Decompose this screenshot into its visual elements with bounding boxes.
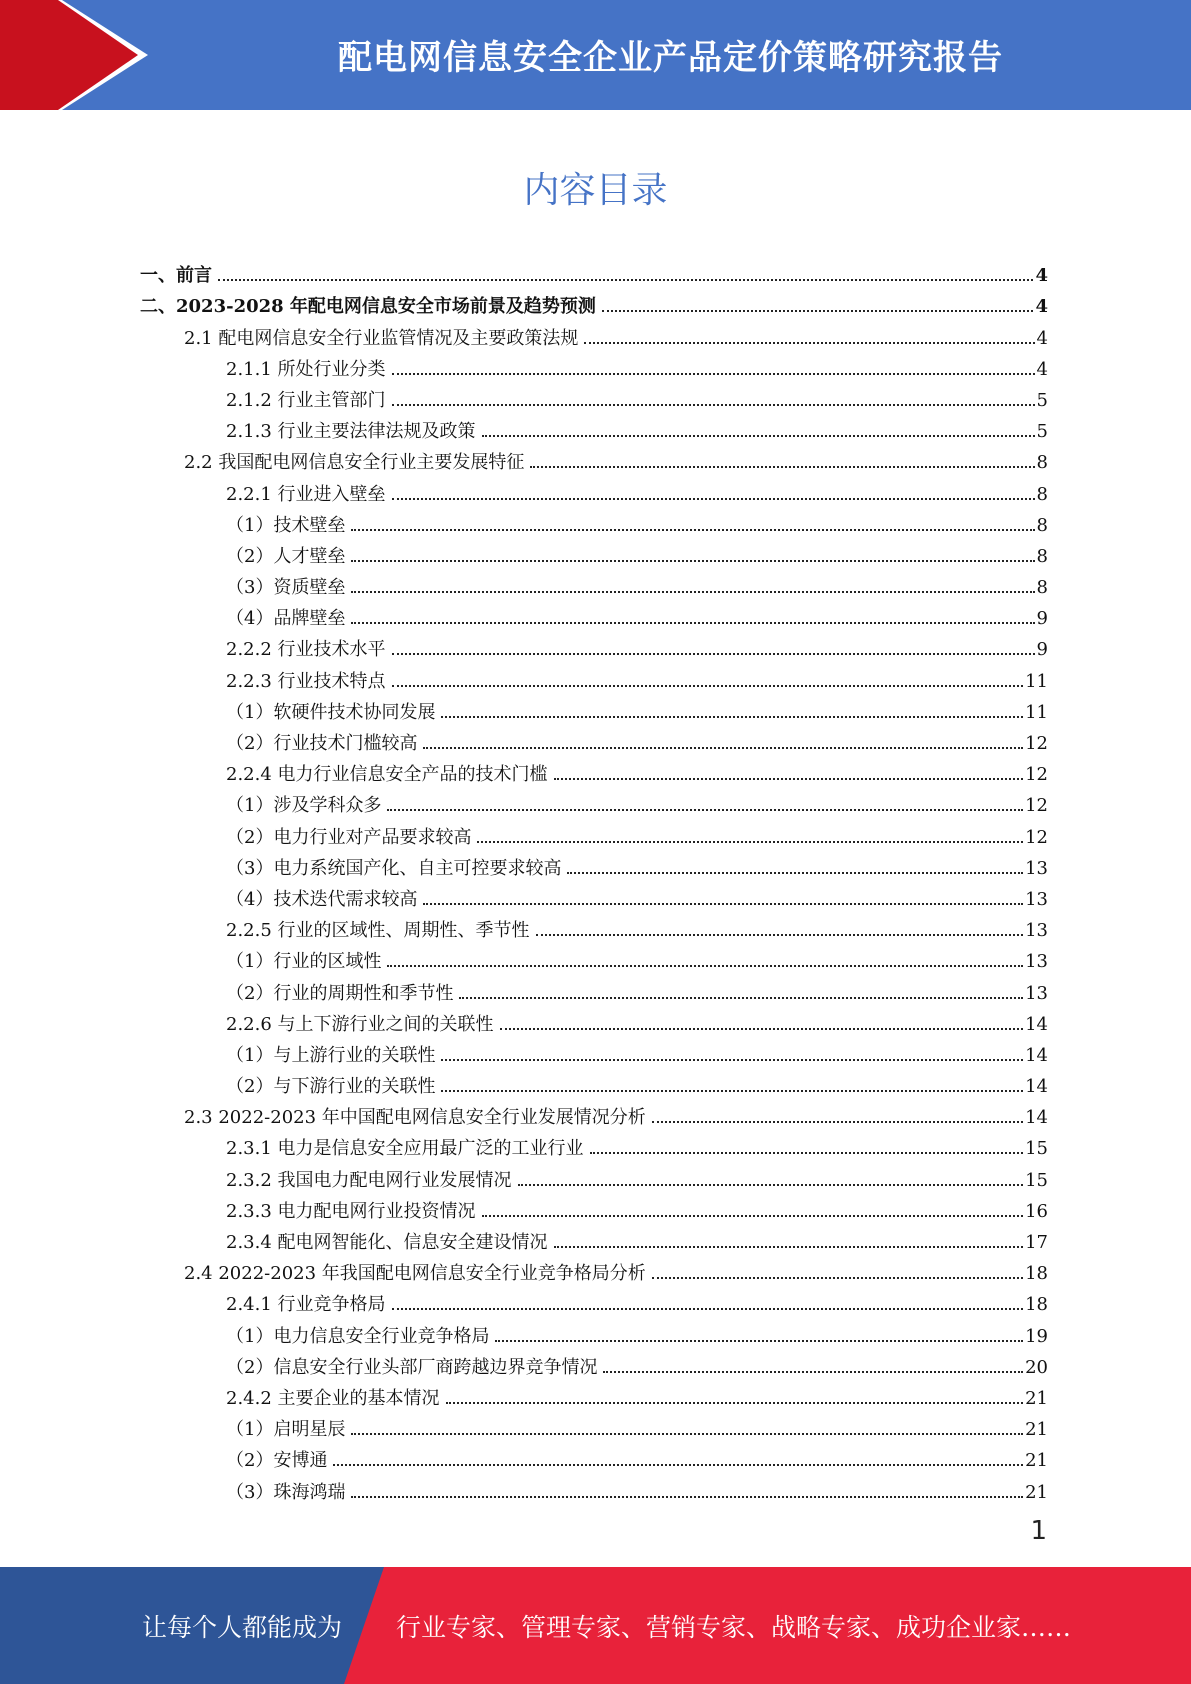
toc-entry[interactable] bbox=[140, 847, 1048, 878]
table-of-contents bbox=[140, 254, 1048, 1502]
toc-entry[interactable] bbox=[140, 940, 1048, 971]
toc-entry[interactable] bbox=[140, 1439, 1048, 1470]
toc-dot-leader bbox=[441, 1059, 1023, 1061]
toc-entry[interactable] bbox=[140, 566, 1048, 597]
toc-entry-label: 2.2.1 行业进入壁垒 bbox=[226, 483, 386, 505]
toc-entry-label: 2.1.3 行业主要法律法规及政策 bbox=[226, 421, 476, 443]
page-number: 1 bbox=[1030, 1516, 1047, 1546]
toc-dot-leader bbox=[567, 872, 1023, 874]
toc-dot-leader bbox=[482, 1215, 1024, 1217]
toc-entry-label: （1）软硬件技术协同发展 bbox=[226, 701, 436, 723]
toc-entry[interactable] bbox=[140, 1065, 1048, 1096]
toc-entry-label: 2.3 2022-2023 年中国配电网信息安全行业发展情况分析 bbox=[184, 1107, 646, 1129]
toc-entry-label: （2）与下游行业的关联性 bbox=[226, 1076, 436, 1098]
toc-entry-page: 8 bbox=[1036, 545, 1048, 567]
toc-dot-leader bbox=[477, 841, 1023, 843]
toc-entry-page: 13 bbox=[1025, 920, 1048, 942]
toc-entry[interactable] bbox=[140, 254, 1048, 285]
toc-entry-label: （2）人才壁垒 bbox=[226, 545, 346, 567]
toc-entry-page: 21 bbox=[1025, 1419, 1048, 1441]
footer-banner bbox=[0, 1567, 1191, 1684]
toc-entry[interactable] bbox=[140, 1096, 1048, 1127]
toc-entry-label: （1）技术壁垒 bbox=[226, 514, 346, 536]
toc-entry[interactable] bbox=[140, 1470, 1048, 1501]
toc-entry-label: 一、前言 bbox=[140, 265, 212, 287]
toc-entry-label: （2）电力行业对产品要求较高 bbox=[226, 826, 472, 848]
toc-dot-leader bbox=[351, 591, 1034, 593]
toc-dot-leader bbox=[387, 809, 1023, 811]
toc-entry-label: 2.2.3 行业技术特点 bbox=[226, 670, 386, 692]
toc-entry[interactable] bbox=[140, 472, 1048, 503]
toc-entry-page: 17 bbox=[1025, 1232, 1048, 1253]
toc-entry[interactable] bbox=[140, 1034, 1048, 1065]
toc-entry-page: 14 bbox=[1025, 1107, 1048, 1129]
toc-entry-page: 13 bbox=[1025, 857, 1048, 879]
toc-entry-page: 4 bbox=[1036, 327, 1048, 349]
toc-dot-leader bbox=[351, 622, 1034, 624]
toc-entry-label: （3）电力系统国产化、自主可控要求较高 bbox=[226, 857, 562, 879]
toc-entry-label: 2.1.1 所处行业分类 bbox=[226, 358, 386, 380]
toc-entry-label: （1）与上游行业的关联性 bbox=[226, 1044, 436, 1066]
toc-entry-page: 12 bbox=[1025, 795, 1048, 817]
toc-dot-leader bbox=[590, 1152, 1024, 1154]
toc-entry-page: 21 bbox=[1025, 1450, 1048, 1472]
toc-entry-page: 8 bbox=[1036, 577, 1048, 599]
toc-entry[interactable] bbox=[140, 535, 1048, 566]
toc-entry-label: （2）行业技术门槛较高 bbox=[226, 733, 418, 754]
toc-dot-leader bbox=[441, 716, 1023, 718]
toc-entry-page: 16 bbox=[1025, 1200, 1048, 1222]
toc-entry-label: 2.3.2 我国电力配电网行业发展情况 bbox=[226, 1169, 512, 1191]
toc-dot-leader bbox=[218, 279, 1033, 281]
toc-dot-leader bbox=[423, 747, 1023, 749]
toc-dot-leader bbox=[392, 498, 1035, 500]
toc-dot-leader bbox=[500, 1028, 1024, 1030]
toc-entry[interactable] bbox=[140, 1252, 1048, 1283]
toc-entry[interactable] bbox=[140, 753, 1048, 784]
toc-dot-leader bbox=[584, 342, 1034, 344]
toc-dot-leader bbox=[351, 529, 1034, 531]
toc-entry-page: 4 bbox=[1035, 296, 1048, 318]
toc-entry-page: 13 bbox=[1025, 951, 1048, 973]
toc-entry[interactable] bbox=[140, 285, 1048, 316]
toc-dot-leader bbox=[392, 653, 1035, 655]
toc-entry[interactable] bbox=[140, 379, 1048, 410]
toc-entry-page: 18 bbox=[1025, 1294, 1048, 1316]
toc-entry-label: 2.2 我国配电网信息安全行业主要发展特征 bbox=[184, 452, 525, 474]
toc-entry[interactable] bbox=[140, 815, 1048, 846]
toc-dot-leader bbox=[392, 404, 1035, 406]
toc-entry-label: （1）电力信息安全行业竞争格局 bbox=[226, 1325, 490, 1347]
toc-entry-page: 21 bbox=[1025, 1387, 1048, 1409]
toc-entry-page: 9 bbox=[1036, 608, 1048, 630]
toc-entry[interactable] bbox=[140, 784, 1048, 815]
toc-entry[interactable] bbox=[140, 504, 1048, 535]
toc-entry[interactable] bbox=[140, 316, 1048, 347]
toc-entry[interactable] bbox=[140, 1127, 1048, 1158]
toc-dot-leader bbox=[652, 1277, 1023, 1279]
toc-entry[interactable] bbox=[140, 597, 1048, 628]
toc-dot-leader bbox=[351, 1496, 1023, 1498]
toc-dot-leader bbox=[387, 965, 1023, 967]
toc-entry-label: （4）品牌壁垒 bbox=[226, 608, 346, 630]
toc-entry[interactable] bbox=[140, 878, 1048, 909]
toc-entry-page: 4 bbox=[1035, 265, 1048, 287]
toc-dot-leader bbox=[333, 1464, 1023, 1466]
toc-dot-leader bbox=[441, 1090, 1023, 1092]
toc-dot-leader bbox=[554, 778, 1024, 780]
header-band bbox=[0, 0, 1191, 110]
document-title: 配电网信息安全企业产品定价策略研究报告 bbox=[338, 37, 1003, 78]
toc-entry-label: （3）珠海鸿瑞 bbox=[226, 1481, 346, 1503]
toc-entry-page: 14 bbox=[1025, 1044, 1048, 1066]
toc-entry-label: 2.2.4 电力行业信息安全产品的技术门槛 bbox=[226, 764, 548, 786]
toc-entry-label: 2.1.2 行业主管部门 bbox=[226, 389, 386, 411]
toc-dot-leader bbox=[602, 310, 1034, 312]
toc-entry-page: 18 bbox=[1025, 1263, 1048, 1285]
toc-entry-label: 2.2.6 与上下游行业之间的关联性 bbox=[226, 1013, 494, 1035]
toc-entry-page: 12 bbox=[1025, 764, 1048, 786]
toc-entry-page: 11 bbox=[1025, 670, 1048, 692]
toc-entry[interactable] bbox=[140, 1158, 1048, 1189]
toc-dot-leader bbox=[392, 685, 1024, 687]
toc-entry-page: 14 bbox=[1025, 1013, 1048, 1035]
toc-entry-page: 5 bbox=[1036, 389, 1048, 411]
toc-entry-label: （1）行业的区域性 bbox=[226, 951, 382, 973]
toc-entry-page: 8 bbox=[1036, 452, 1048, 474]
toc-entry-label: 2.3.1 电力是信息安全应用最广泛的工业行业 bbox=[226, 1138, 584, 1160]
toc-entry-page: 8 bbox=[1036, 514, 1048, 536]
toc-entry[interactable] bbox=[140, 628, 1048, 659]
toc-dot-leader bbox=[459, 997, 1023, 999]
toc-entry-page: 20 bbox=[1025, 1356, 1048, 1378]
toc-entry-page: 14 bbox=[1025, 1076, 1048, 1098]
toc-entry[interactable] bbox=[140, 1377, 1048, 1408]
toc-entry[interactable] bbox=[140, 348, 1048, 379]
toc-entry[interactable] bbox=[140, 1221, 1048, 1252]
toc-entry-page: 4 bbox=[1036, 358, 1048, 380]
toc-entry[interactable] bbox=[140, 971, 1048, 1002]
toc-dot-leader bbox=[392, 373, 1035, 375]
toc-entry-page: 9 bbox=[1036, 639, 1048, 661]
toc-entry[interactable] bbox=[140, 441, 1048, 472]
toc-dot-leader bbox=[530, 466, 1034, 468]
toc-entry[interactable] bbox=[140, 1003, 1048, 1034]
toc-entry[interactable] bbox=[140, 1283, 1048, 1314]
toc-entry-page: 13 bbox=[1025, 982, 1048, 1004]
toc-entry-page: 12 bbox=[1025, 826, 1048, 848]
toc-entry-label: （2）安博通 bbox=[226, 1450, 328, 1472]
toc-entry[interactable] bbox=[140, 410, 1048, 441]
toc-entry-label: （2）行业的周期性和季节性 bbox=[226, 982, 454, 1004]
toc-dot-leader bbox=[536, 934, 1024, 936]
toc-entry-label: 2.3.3 电力配电网行业投资情况 bbox=[226, 1200, 476, 1222]
toc-dot-leader bbox=[518, 1184, 1024, 1186]
toc-entry-page: 15 bbox=[1025, 1138, 1048, 1160]
toc-entry-label: 二、2023-2028 年配电网信息安全市场前景及趋势预测 bbox=[140, 296, 596, 318]
toc-entry-page: 13 bbox=[1025, 888, 1048, 910]
toc-dot-leader bbox=[423, 903, 1023, 905]
toc-entry[interactable] bbox=[140, 1314, 1048, 1345]
toc-entry[interactable] bbox=[140, 691, 1048, 722]
toc-dot-leader bbox=[351, 560, 1034, 562]
footer-slogan-right: 行业专家、管理专家、营销专家、战略专家、成功企业家…… bbox=[396, 1612, 1072, 1642]
toc-entry-label: （1）涉及学科众多 bbox=[226, 795, 382, 817]
toc-entry-label: （3）资质壁垒 bbox=[226, 577, 346, 599]
toc-heading: 内容目录 bbox=[523, 170, 668, 211]
toc-dot-leader bbox=[495, 1340, 1023, 1342]
header-arrow-decoration bbox=[0, 0, 160, 110]
toc-entry-label: （1）启明星辰 bbox=[226, 1419, 346, 1441]
toc-entry-page: 5 bbox=[1036, 421, 1048, 443]
footer-slogan-left: 让每个人都能成为 bbox=[142, 1612, 343, 1642]
toc-entry-label: 2.2.5 行业的区域性、周期性、季节性 bbox=[226, 920, 530, 942]
toc-entry[interactable] bbox=[140, 1190, 1048, 1221]
toc-entry-label: 2.4.2 主要企业的基本情况 bbox=[226, 1387, 440, 1409]
toc-dot-leader bbox=[554, 1246, 1024, 1248]
toc-entry-page: 8 bbox=[1036, 483, 1048, 505]
toc-entry-page: 12 bbox=[1025, 733, 1048, 754]
toc-entry-page: 21 bbox=[1025, 1481, 1048, 1503]
toc-entry-label: 2.4.1 行业竞争格局 bbox=[226, 1294, 386, 1316]
toc-entry-page: 19 bbox=[1025, 1325, 1048, 1347]
toc-entry-page: 11 bbox=[1025, 701, 1048, 723]
toc-dot-leader bbox=[392, 1308, 1024, 1310]
toc-entry-label: 2.4 2022-2023 年我国配电网信息安全行业竞争格局分析 bbox=[184, 1263, 646, 1285]
toc-dot-leader bbox=[652, 1121, 1023, 1123]
toc-dot-leader bbox=[446, 1402, 1024, 1404]
toc-entry-label: 2.2.2 行业技术水平 bbox=[226, 639, 386, 661]
toc-entry-label: 2.1 配电网信息安全行业监管情况及主要政策法规 bbox=[184, 327, 579, 349]
toc-entry[interactable] bbox=[140, 722, 1048, 753]
toc-entry[interactable] bbox=[140, 659, 1048, 690]
toc-dot-leader bbox=[351, 1433, 1023, 1435]
toc-entry-label: 2.3.4 配电网智能化、信息安全建设情况 bbox=[226, 1232, 548, 1253]
toc-dot-leader bbox=[482, 435, 1035, 437]
toc-entry-label: （2）信息安全行业头部厂商跨越边界竞争情况 bbox=[226, 1356, 598, 1378]
toc-entry-label: （4）技术迭代需求较高 bbox=[226, 888, 418, 910]
toc-entry[interactable] bbox=[140, 1346, 1048, 1377]
toc-entry-page: 15 bbox=[1025, 1169, 1048, 1191]
toc-entry[interactable] bbox=[140, 909, 1048, 940]
toc-dot-leader bbox=[603, 1371, 1023, 1373]
toc-entry[interactable] bbox=[140, 1408, 1048, 1439]
